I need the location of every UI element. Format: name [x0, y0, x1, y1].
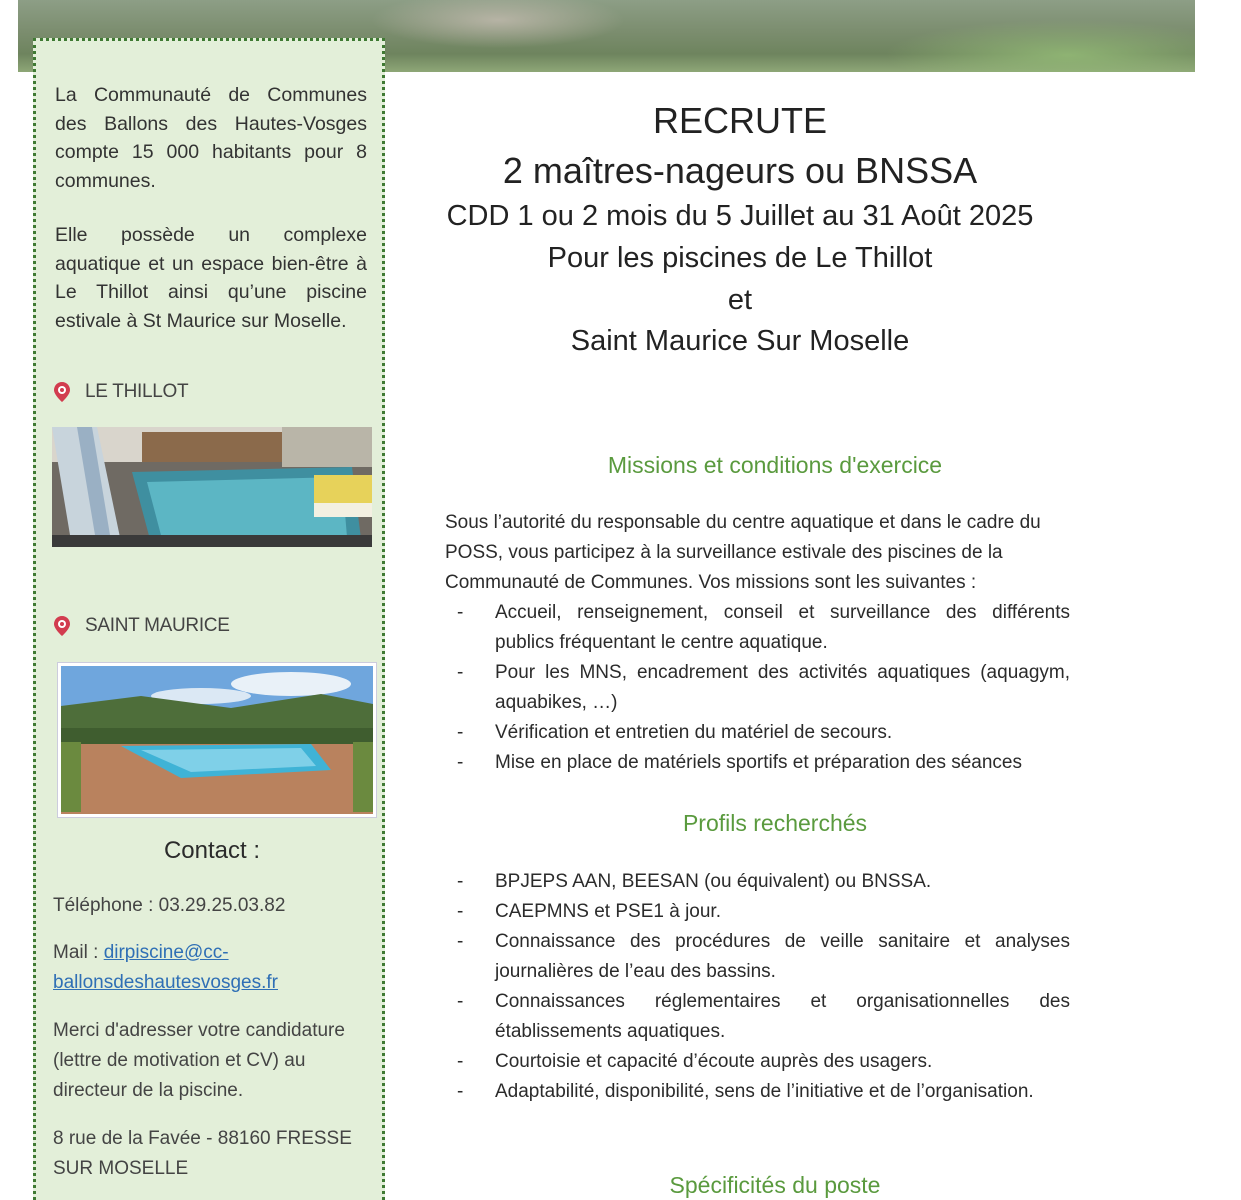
list-item: - CAEPMNS et PSE1 à jour.	[457, 901, 721, 922]
mail-label: Mail :	[53, 942, 104, 963]
list-item: - Vérification et entretien du matériel de secours.	[457, 722, 893, 743]
sidebar-facilities: Elle possède un complexe aquatique et un espace bien-être à Le Thillot ainsi qu’une piscine estivale à St Maurice sur Moselle.	[55, 224, 367, 332]
list-item: - Accueil, renseignement, conseil et surveillance des différents publics fréquentant le centre aquatique.	[457, 602, 1070, 653]
list-item: - Adaptabilité, disponibilité, sens de l’initiative et de l’organisation.	[457, 1081, 1034, 1102]
headline-contract: CDD 1 ou 2 mois du 5 Juillet au 31 Août 2025	[446, 200, 1034, 232]
headline-job: 2 maîtres-nageurs ou BNSSA	[502, 150, 978, 191]
phone-number: Téléphone : 03.29.25.03.82	[53, 895, 286, 916]
application-instructions: Merci d'adresser votre candidature (lettre de motivation et CV) au directeur de la piscine.	[53, 1020, 345, 1101]
section-title-missions: Missions et conditions d'exercice	[607, 452, 943, 478]
section-title-profils: Profils recherchés	[682, 810, 868, 836]
mail-line	[53, 938, 373, 998]
indoor-pool-photo	[52, 427, 372, 547]
map-pin-icon	[53, 381, 71, 403]
profils-list	[445, 867, 1070, 1107]
outdoor-pool-photo	[58, 663, 376, 817]
missions-intro: Sous l’autorité du responsable du centre aquatique et dans le cadre du POSS, vous participez à la surveillance estivale des piscines de la Communauté de Communes. Vos missions sont les suivantes :	[445, 512, 1041, 593]
list-item: - Courtoisie et capacité d’écoute auprès des usagers.	[457, 1051, 933, 1072]
location-le-thillot	[53, 381, 188, 403]
mail-link[interactable]: dirpiscine@cc-ballonsdeshautesvosges.fr	[53, 942, 278, 993]
map-pin-icon	[53, 615, 71, 637]
list-item: - BPJEPS AAN, BEESAN (ou équivalent) ou BNSSA.	[457, 871, 932, 892]
contact-title: Contact :	[163, 837, 261, 864]
headline-saint-maurice: Saint Maurice Sur Moselle	[570, 325, 910, 357]
section-title-specificites: Spécificités du poste	[669, 1172, 881, 1198]
list-item: - Mise en place de matériels sportifs et préparation des séances	[457, 752, 1022, 773]
list-item: - Connaissances réglementaires et organisationnelles des établissements aquatiques.	[457, 991, 1070, 1042]
list-item: - Connaissance des procédures de veille sanitaire et analyses journalières de l’eau des bassins.	[457, 931, 1070, 982]
headline-recrute: RECRUTE	[652, 100, 827, 141]
sidebar	[33, 38, 385, 1200]
missions-list	[445, 598, 1070, 778]
headline-pools: Pour les piscines de Le Thillot	[547, 242, 933, 274]
location-label: LE THILLOT	[85, 381, 189, 402]
postal-address: 8 rue de la Favée - 88160 FRESSE SUR MOSELLE	[53, 1128, 352, 1179]
location-saint-maurice	[53, 615, 230, 637]
sidebar-intro: La Communauté de Communes des Ballons des Hautes-Vosges compte 15 000 habitants pour 8 communes.	[55, 84, 367, 192]
list-item: - Pour les MNS, encadrement des activités aquatiques (aquagym, aquabikes, …)	[457, 662, 1070, 713]
headline-et: et	[727, 284, 753, 316]
location-label: SAINT MAURICE	[85, 615, 230, 636]
